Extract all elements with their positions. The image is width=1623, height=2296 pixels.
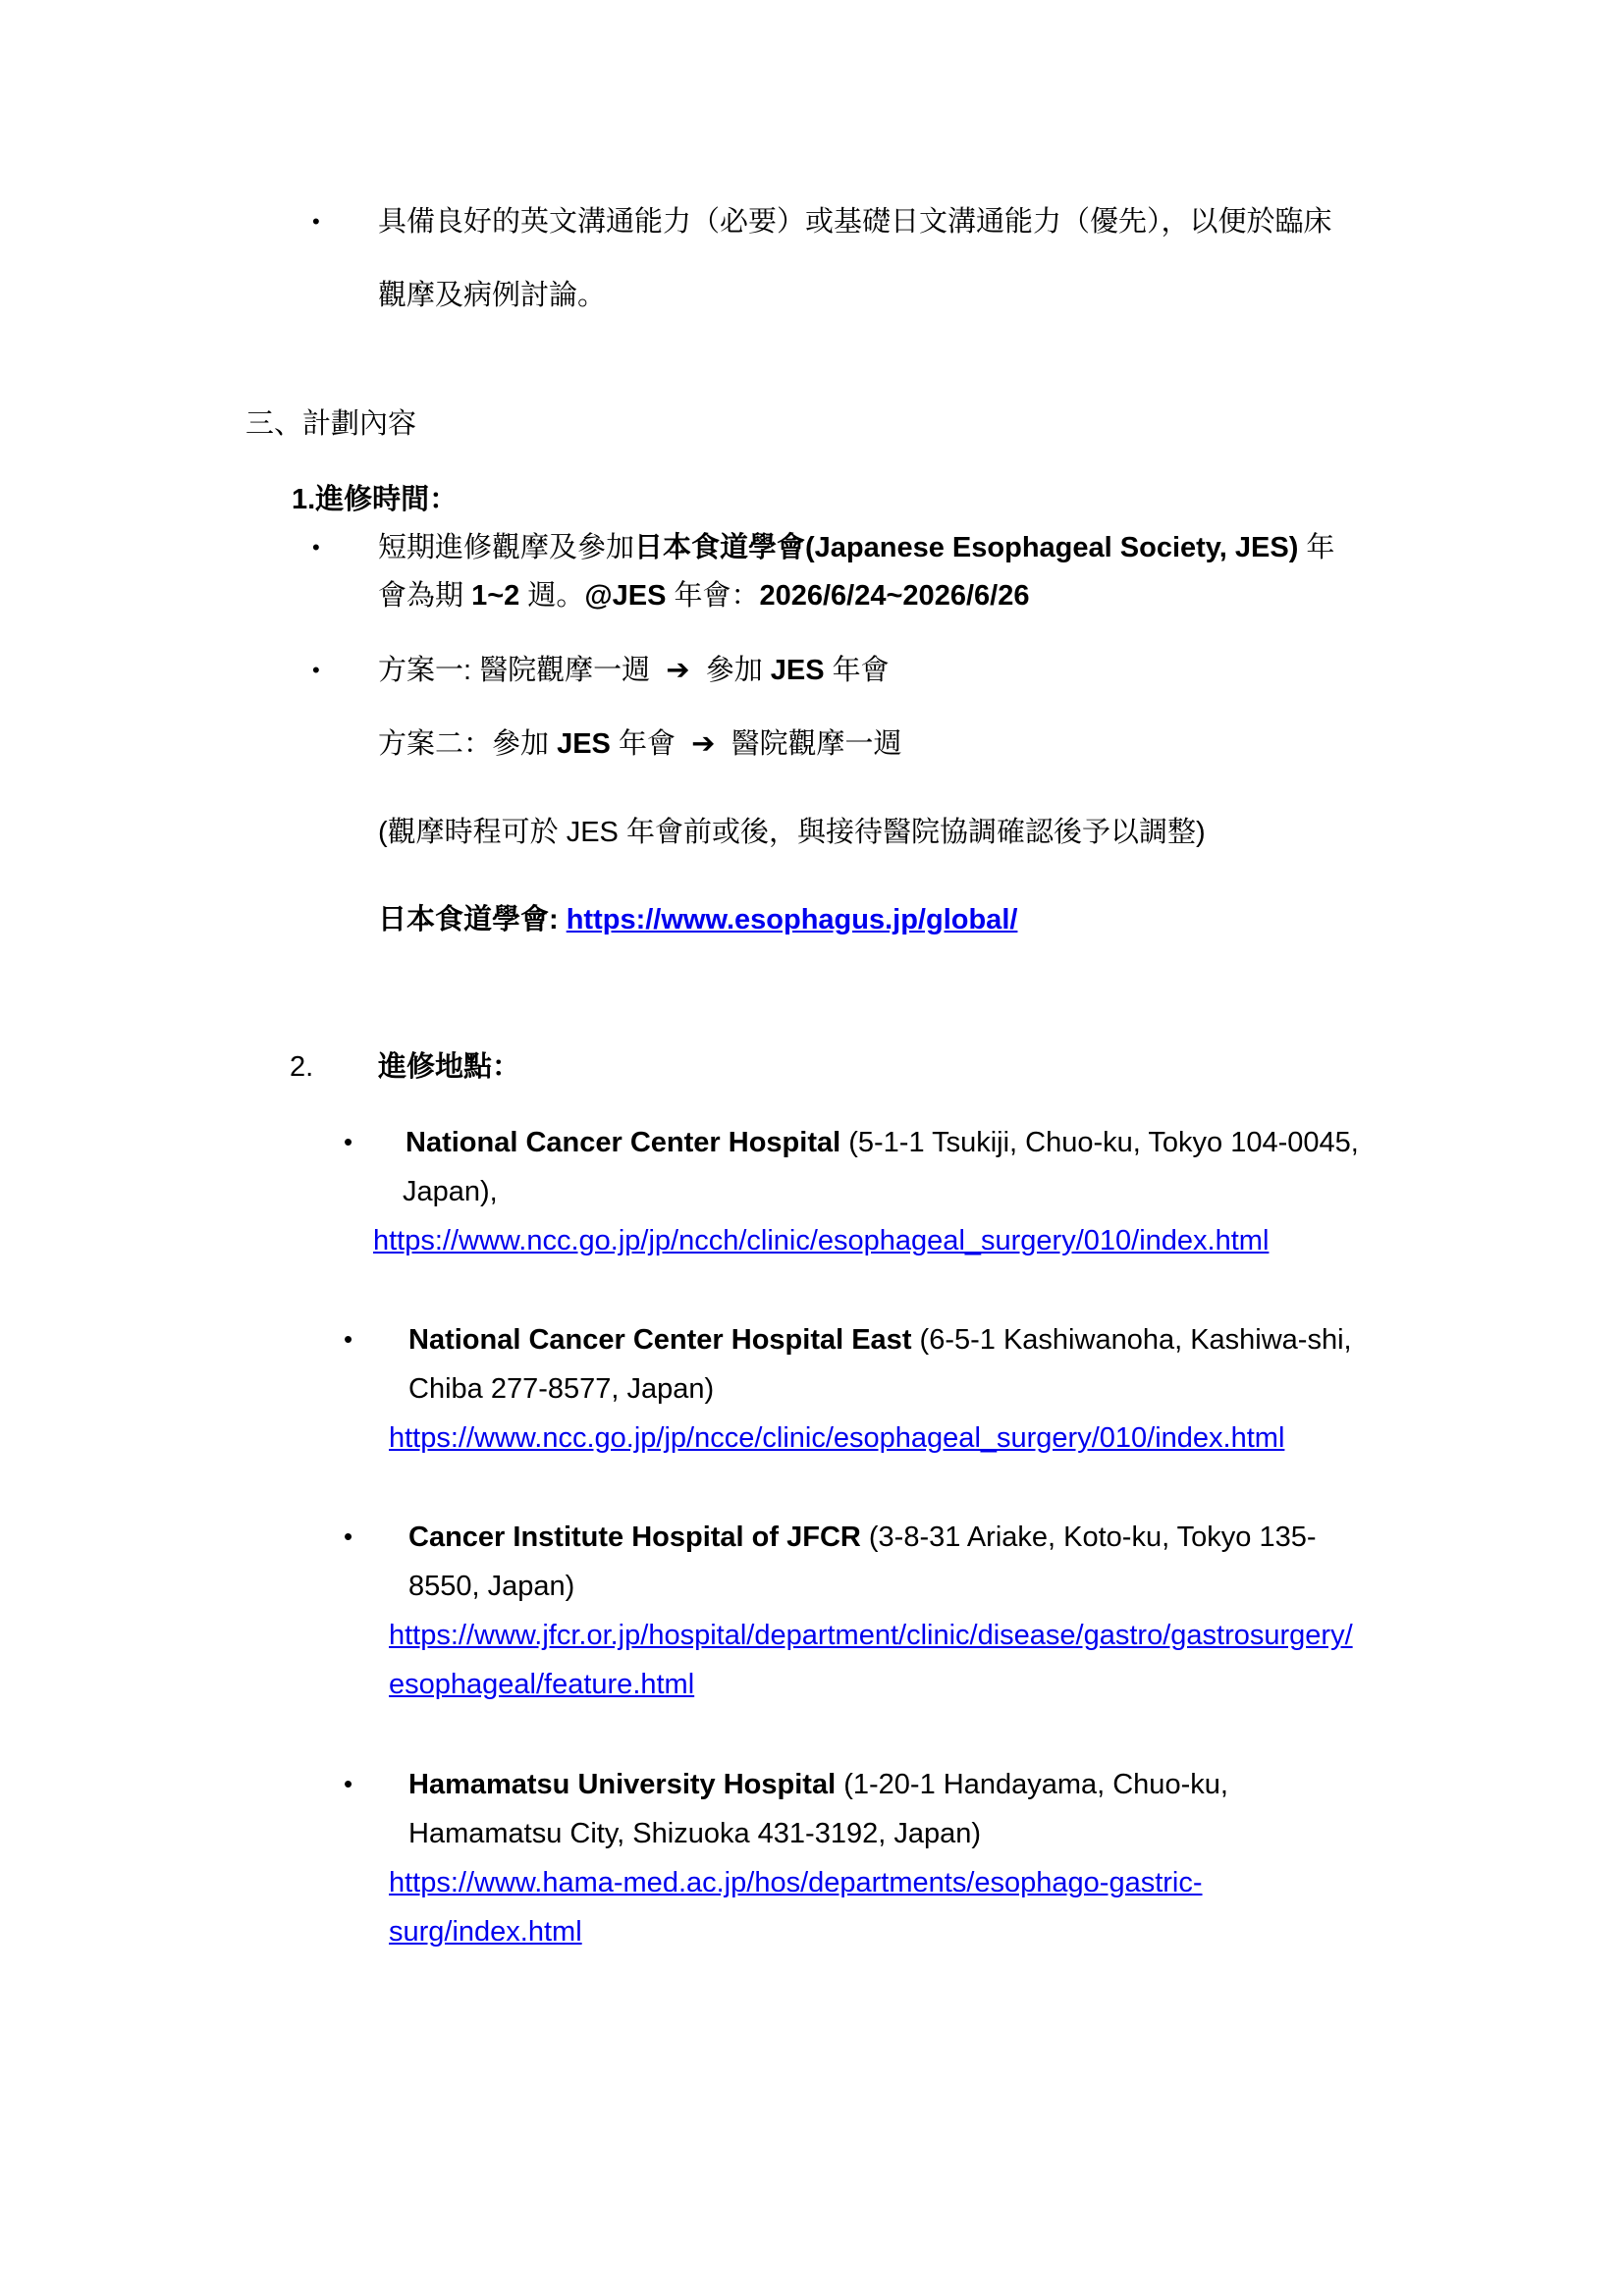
- language-requirement-line1: 具備良好的英文溝通能力（必要）或基礎日文溝通能力（優先），以便於臨床: [378, 206, 1332, 238]
- hospital-address-line2: Japan),: [403, 1176, 498, 1207]
- arrow-right-icon: ➔: [666, 655, 690, 686]
- bullet: •: [344, 1324, 353, 1354]
- period-heading: 1.進修時間：: [292, 484, 459, 515]
- hospital-name: Cancer Institute Hospital of JFCR: [408, 1522, 861, 1553]
- plan2-line: [378, 727, 902, 762]
- bullet: •: [312, 535, 320, 560]
- hospital-website-link[interactable]: https://www.ncc.go.jp/jp/ncch/clinic/esophageal_surgery/010/index.html: [373, 1225, 1270, 1256]
- plan1-step2-jes: JES: [770, 655, 825, 686]
- hospital-website-link[interactable]: https://www.jfcr.or.jp/hospital/department/clinic/disease/gastro/gastrosurgery/: [389, 1620, 1353, 1651]
- bullet: •: [344, 1769, 353, 1798]
- hospital-website-link[interactable]: https://www.ncc.go.jp/jp/ncce/clinic/esophageal_surgery/010/index.html: [389, 1422, 1285, 1454]
- plan1-step2-suffix: 年會: [824, 655, 890, 686]
- conference-dates: 2026/6/24~2026/6/26: [759, 580, 1030, 612]
- duration-value: 1~2: [471, 580, 520, 612]
- hospital-address-line2: Chiba 277-8577, Japan): [408, 1373, 715, 1405]
- section-heading: 三、計劃內容: [245, 408, 417, 440]
- bullet: •: [312, 209, 320, 234]
- hospital-name: National Cancer Center Hospital East: [408, 1324, 912, 1356]
- hospital-name: Hamamatsu University Hospital: [408, 1769, 837, 1800]
- hospital-address: (6-5-1 Kashiwanoha, Kashiwa-shi,: [911, 1324, 1352, 1356]
- period-item-line2: [378, 579, 1029, 614]
- plan1-label: 方案一:: [378, 655, 480, 686]
- hospital-address-line2: 8550, Japan): [408, 1571, 575, 1602]
- hospital-website-link[interactable]: https://www.hama-med.ac.jp/hos/departments/esophago-gastric-: [389, 1867, 1203, 1898]
- period-item-prefix: 短期進修觀摩及參加: [378, 532, 635, 563]
- arrow-right-icon: ➔: [691, 728, 716, 760]
- jes-link-label: 日本食道學會:: [378, 904, 567, 935]
- plan2-label: 方案二：: [378, 728, 493, 760]
- plan2-step2: 醫院觀摩一週: [730, 728, 902, 760]
- bullet: •: [344, 1127, 353, 1156]
- language-requirement-line2: 觀摩及病例討論。: [378, 280, 607, 311]
- plan1-line: [378, 654, 890, 688]
- period-item-line1: [378, 531, 1334, 565]
- hospital-address-line2: Hamamatsu City, Shizuoka 431-3192, Japan): [408, 1818, 981, 1849]
- conference-label: @JES: [584, 580, 667, 612]
- hospital-address: (3-8-31 Ariake, Koto-ku, Tokyo 135-: [860, 1522, 1317, 1553]
- hospital-name-address: [408, 1768, 1228, 1802]
- duration-prefix: 會為期: [378, 580, 472, 612]
- hospital-name: National Cancer Center Hospital: [406, 1127, 841, 1158]
- jes-website-link[interactable]: https://www.esophagus.jp/global/: [566, 904, 1018, 935]
- hospital-name-address: [408, 1521, 1317, 1555]
- hospital-name-address: [406, 1126, 1359, 1160]
- period-item-suffix: 年: [1298, 532, 1335, 563]
- hospital-address: (5-1-1 Tsukiji, Chuo-ku, Tokyo 104-0045,: [840, 1127, 1359, 1158]
- plan2-step1-jes: JES: [557, 728, 611, 760]
- hospital-name-address: [408, 1323, 1352, 1358]
- hospital-website-link-continued[interactable]: surg/index.html: [389, 1916, 582, 1948]
- jes-society-name: 日本食道學會(Japanese Esophageal Society, JES): [634, 532, 1299, 563]
- locations-number: 2.: [290, 1051, 314, 1083]
- locations-heading: 進修地點：: [378, 1051, 521, 1083]
- bullet: •: [312, 658, 320, 682]
- plan1-step2-prefix: 參加: [705, 655, 771, 686]
- duration-unit: 週。: [519, 580, 585, 612]
- plan2-step1-suffix: 年會: [610, 728, 676, 760]
- bullet: •: [344, 1522, 353, 1551]
- conference-annual-label: 年會：: [666, 580, 760, 612]
- jes-link-line: [378, 903, 1017, 937]
- hospital-website-link-continued[interactable]: esophageal/feature.html: [389, 1669, 695, 1700]
- schedule-note: (觀摩時程可於 JES 年會前或後，與接待醫院協調確認後予以調整): [378, 817, 1206, 848]
- hospital-address: (1-20-1 Handayama, Chuo-ku,: [836, 1769, 1228, 1800]
- plan2-step1-prefix: 參加: [492, 728, 558, 760]
- plan1-step1: 醫院觀摩一週: [479, 655, 651, 686]
